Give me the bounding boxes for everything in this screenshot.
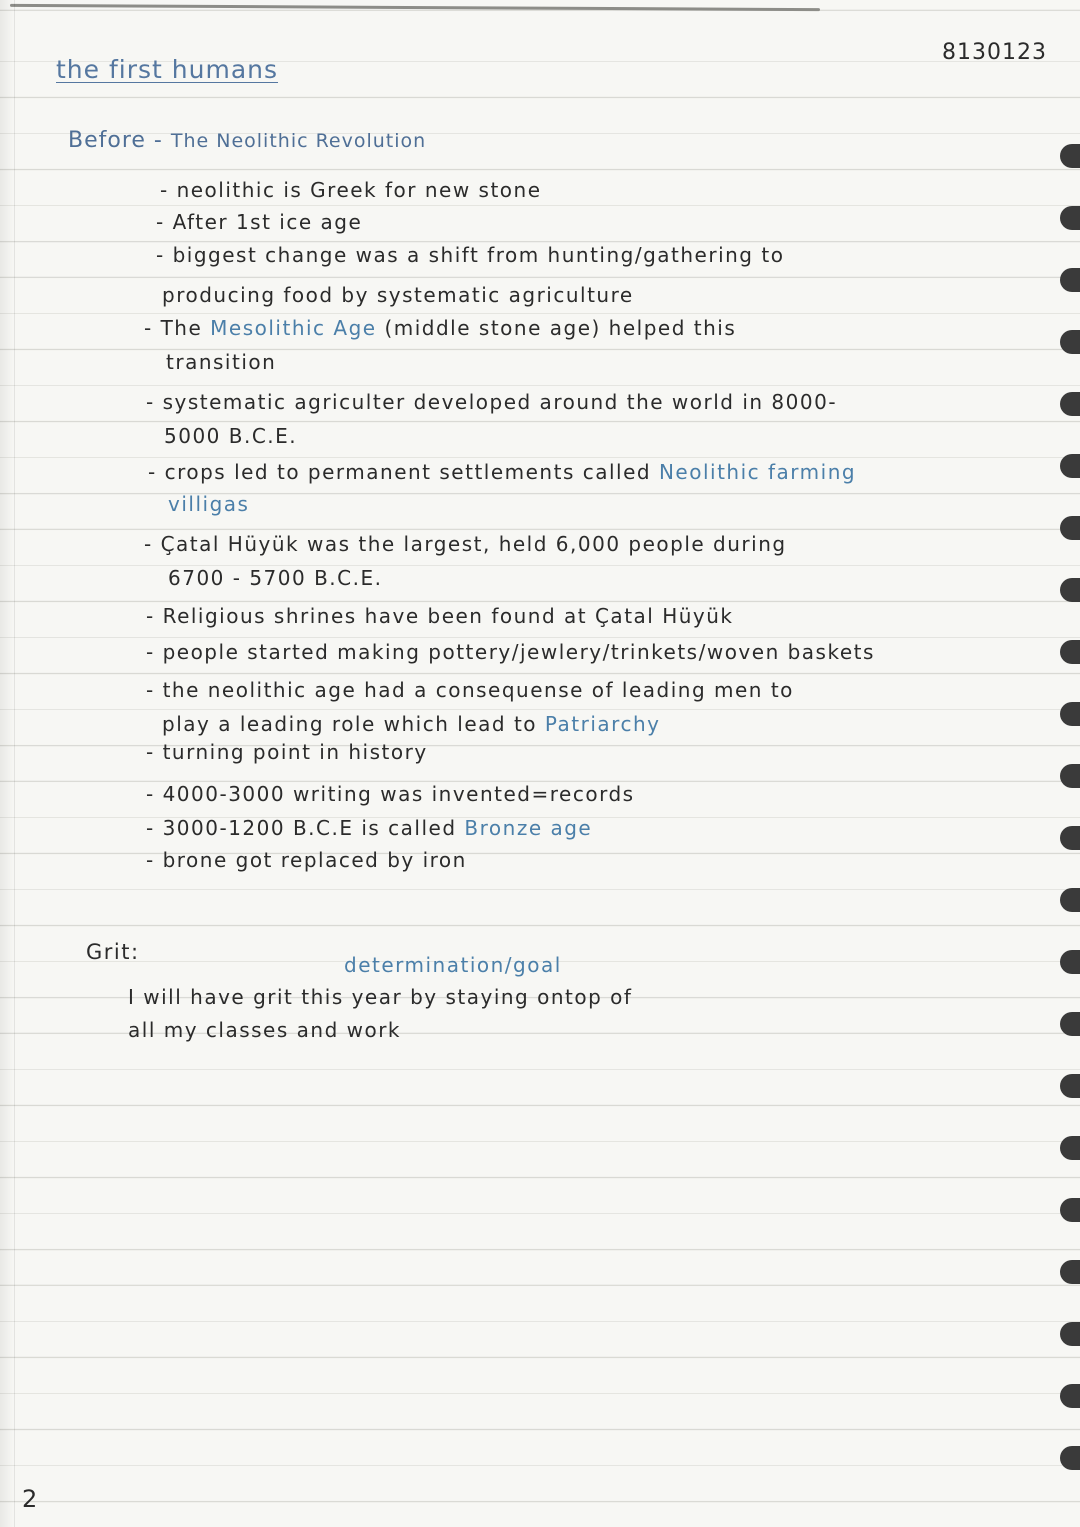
note-line [146,640,875,664]
note-line [162,712,660,736]
note-line [146,604,734,628]
note-line [148,460,856,484]
highlighted-term: Bronze age [464,816,593,840]
binding-hole [1060,268,1080,292]
note-text: - turning point in history [146,740,428,764]
binding-hole [1060,1136,1080,1160]
note-text: - crops led to permanent settlements called [148,460,659,484]
binding-hole [1060,454,1080,478]
note-line [146,390,837,414]
binding-hole [1060,764,1080,788]
note-text: - Çatal Hüyük was the largest, held 6,000 people during [144,532,787,556]
heading-topic: The Neolithic Revolution [170,130,427,152]
binding-hole [1060,206,1080,230]
note-text: - The [144,316,211,340]
highlighted-term: Patriarchy [544,712,661,736]
binding-hole [1060,1074,1080,1098]
binding-hole [1060,1446,1080,1470]
grit-line: I will have grit this year by staying ontop of [128,985,633,1009]
highlighted-term: villigas [168,492,250,516]
note-line [168,566,382,590]
binding-hole [1060,144,1080,168]
note-text: - After 1st ice age [156,210,363,234]
grit-line: all my classes and work [128,1018,402,1042]
note-text: - 4000-3000 writing was invented=records [146,782,635,806]
binding-hole [1060,516,1080,540]
note-text: - people started making pottery/jewlery/trinkets/woven baskets [146,640,875,664]
note-line [146,816,592,840]
binding-hole [1060,1322,1080,1346]
margin-line [14,0,15,1527]
page-number: 2 [22,1485,39,1513]
note-text: - brone got replaced by iron [146,848,467,872]
binding-hole [1060,640,1080,664]
binding-hole [1060,392,1080,416]
spiral-binding-holes [1056,140,1080,1520]
binding-hole [1060,330,1080,354]
note-line [164,424,297,448]
note-line [146,848,467,872]
binding-hole [1060,578,1080,602]
note-text: (middle stone age) helped this [376,316,737,340]
binding-hole [1060,1198,1080,1222]
highlighted-term: Neolithic farming [658,460,857,484]
note-line [166,350,276,374]
binding-hole [1060,888,1080,912]
grit-note: determination/goal [344,953,562,977]
note-text: transition [166,350,277,374]
binding-hole [1060,1012,1080,1036]
note-line [144,316,736,340]
note-text: 6700 - 5700 B.C.E. [168,566,383,590]
note-line [144,532,787,556]
note-text: producing food by systematic agriculture [162,283,634,307]
note-text: - the neolithic age had a consequense of leading men to [146,678,794,702]
note-line [146,782,635,806]
binding-hole [1060,826,1080,850]
page-date: 8130123 [942,40,1047,65]
note-line [156,243,784,267]
binding-hole [1060,950,1080,974]
heading-before: Before - [68,128,171,153]
note-line [168,492,249,516]
note-text: - systematic agriculter developed around the world in 8000- [146,390,838,414]
note-line [156,210,362,234]
page-title: the first humans [56,55,279,84]
page-top-edge [10,4,820,11]
section-heading [68,128,426,153]
note-text: 5000 B.C.E. [164,424,298,448]
note-line [162,283,634,307]
highlighted-term: Mesolithic Age [210,316,377,340]
note-line [146,678,794,702]
binding-hole [1060,702,1080,726]
binding-hole [1060,1384,1080,1408]
note-text: - Religious shrines have been found at Çatal Hüyük [146,604,734,628]
grit-label: Grit: [86,940,140,964]
note-line [160,178,542,202]
note-text: play a leading role which lead to [162,712,545,736]
note-text: - neolithic is Greek for new stone [160,178,542,202]
note-line [146,740,428,764]
note-text: - biggest change was a shift from hunting/gathering to [156,243,785,267]
binding-hole [1060,1260,1080,1284]
note-text: - 3000-1200 B.C.E is called [146,816,465,840]
